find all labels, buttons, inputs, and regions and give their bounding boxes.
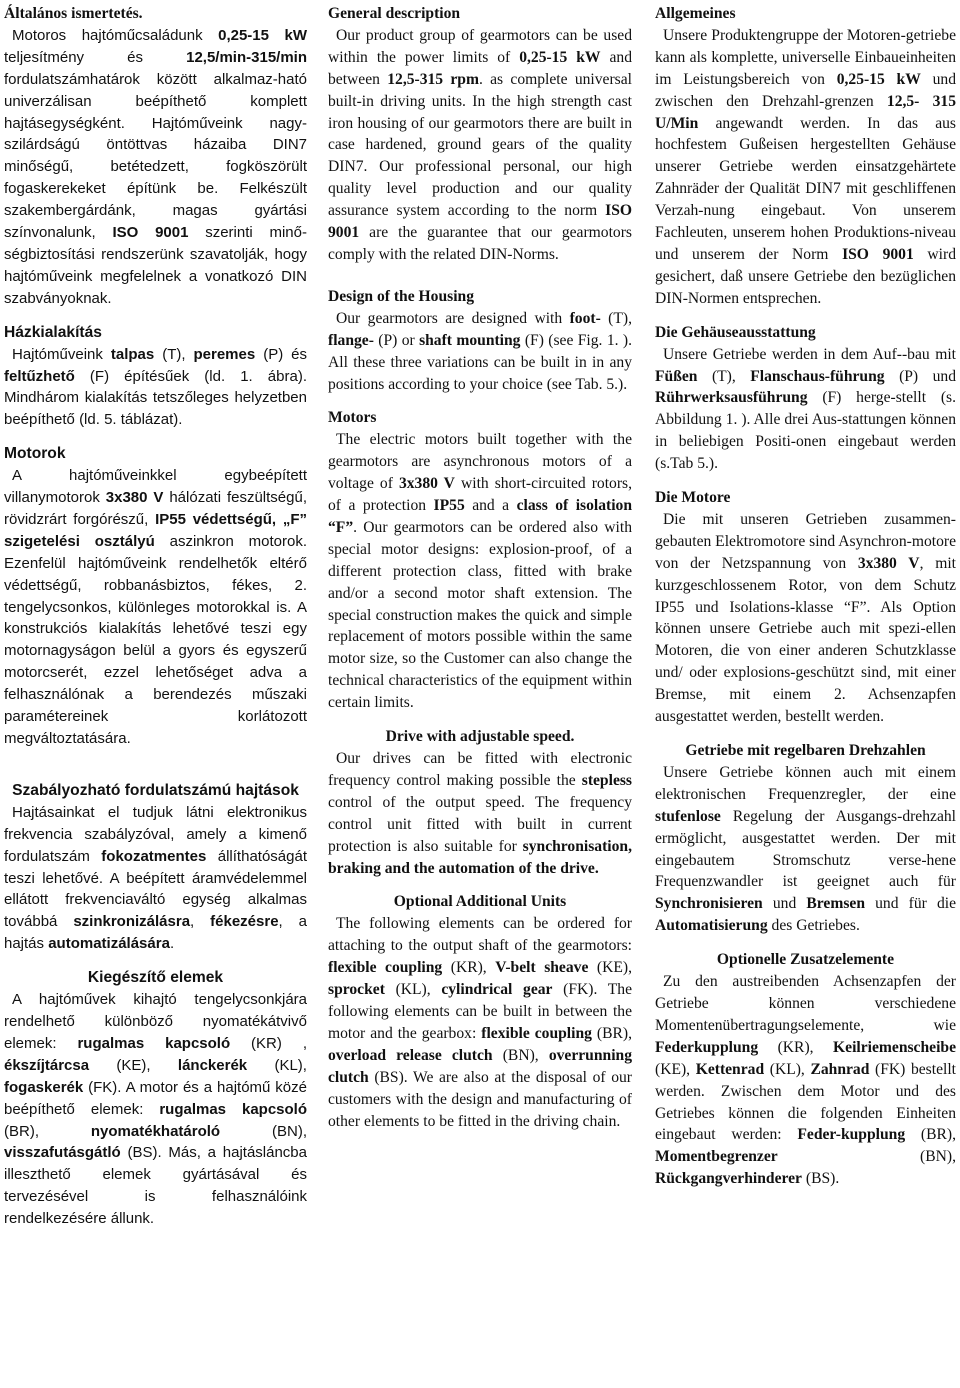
bold-term: Kettenrad (695, 1060, 765, 1078)
text-run: and between (328, 48, 632, 88)
section-housing-hu (4, 322, 307, 432)
bold-term: 3x380 V (857, 554, 920, 572)
bold-term: stepless (581, 771, 632, 789)
text-run: (BS). (801, 1170, 840, 1188)
text-run: fordulatszámhatárok között alkalmaz-ható univerzálisan beépíthető komplett hajtásegységként. Hajtóműveink nagy-szilárdságú öntöttvas házaiba DIN7 minőségű, betétedzett, fogköszörült fogaskerekeket építünk be. Felkészült szakembergárdánk, magas gyártási színvonalunk, (4, 70, 307, 242)
bold-term: Rückgangverhinderer (655, 1170, 802, 1188)
bold-term: Rührwerksausführung (655, 389, 808, 407)
text-run: teljesítmény és (4, 48, 187, 66)
text-run: (T), (697, 367, 751, 385)
bold-term: 3x380 V (105, 489, 164, 507)
text-run: Unsere Getriebe können auch mit einem elektronischen Frequenzregler, der eine (655, 763, 956, 803)
bold-term: shaft mounting (419, 331, 521, 349)
text-run: (FK). The following elements can be built in between the motor and the gearbox: (328, 981, 632, 1042)
text-run: Zu den austreibenden Achsenzapfen der Getriebe können verschiedene Momentenübertragungselemente, wie (655, 973, 956, 1034)
section-title: Optionelle Zusatzelemente (716, 951, 895, 969)
section-title: General description (328, 5, 461, 22)
text-run: (FK). A motor és a hajtómű közé beépíthető elemek: (4, 1078, 307, 1118)
text-run: szerinti minő-ségbiztosítási rendszerünk szavatolják, hogy hajtóműveink megfelelnek a vonatkozó DIN szabványoknak. (4, 224, 307, 307)
section-title: Motorok (4, 445, 66, 463)
text-run: , mit kurzgeschlossenem Rotor, von dem Schutz IP55 und Isolations-klasse “F”. Als Option können unsere Getriebe auch mit spezi-ellen Motoren, die von einer anderen Schutzklasse und/ oder explosions-geschützt sind, mit einer Bremse, mit einem 2. Achsenzapfen ausgestattet werden, bestellt werden. (655, 554, 956, 726)
text-run: Our drives can be fitted with electronic frequency control making possible the (328, 750, 632, 789)
section-general-de (655, 3, 956, 310)
bold-term: visszafutásgátló (4, 1144, 121, 1162)
section-body (328, 429, 632, 714)
bold-term: cylindrical gear (441, 981, 553, 999)
bold-term: fékezésre (210, 913, 279, 931)
bold-term: ISO 9001 (112, 224, 189, 242)
bold-term: 12,5- 315 U/Min (655, 92, 956, 132)
bold-term: stufenlose (655, 807, 721, 825)
bold-term: Automatisierung (655, 917, 768, 935)
text-run: Motoros hajtóműcsaládunk (12, 26, 219, 44)
bold-term: Momentbegrenzer (655, 1148, 778, 1166)
section-body (328, 308, 632, 396)
text-run: angewandt werden. In das aus hochfestem Gußeisen hergestellten Gehäuse unserer Getriebe werden einsatzgehärtete Zahnräder der Qualität DIN7 mit geschliffenen Verzah-nung eingebaut. Von unserem Fachleuten, unserem hohen Produktions-niveau und unserem der Norm (655, 114, 956, 263)
section-body (655, 509, 956, 728)
text-run: (KR), (442, 959, 496, 977)
text-run: The following elements can be ordered for attaching to the output shaft of the gearmotors: (328, 915, 632, 955)
bold-term: flexible coupling (328, 959, 443, 977)
bold-term: IP55 védettségű, „F” szigetelési osztályú (4, 510, 308, 550)
section-motors-de (655, 487, 956, 728)
column-german (655, 3, 956, 1190)
text-run: (BS). Más, a hajtásláncba illeszthető elemek gyártásával és tervezésével is felhasználóink rendelkezésére állunk. (4, 1144, 307, 1228)
bold-term: szinkronizálásra (73, 913, 191, 931)
bold-term: foot- (569, 309, 601, 327)
section-title: Házkialakítás (4, 323, 102, 341)
section-general-hu (4, 3, 307, 310)
bold-term: 12,5-315 rpm (387, 70, 479, 88)
text-run: The electric motors built together with the gearmotors are asynchronous motors of a voltage of (328, 431, 632, 493)
text-run: Die mit unseren Getrieben zusammen-gebauten Elektromotore sind Asynchron-motore von der Netzspannung von (655, 510, 956, 572)
text-run: (P) or (373, 331, 420, 349)
text-run: (BN), (777, 1148, 956, 1166)
section-title: Kiegészítő elemek (87, 969, 224, 987)
text-run: aszinkron motorok. Ezenfelül hajtóműveink rendelhetők eltérő védettségű, robbanásbiztos, fékes, 2. tengelycsonkos, különleges motorokkal is. A konstrukciós kialakítás lehetővé teszi egy motornagyságon belül a gyors és egyszerű motorcserét, ezzel lehetőséget adva a felhasználónak a berendezés műszaki paramétereinek korlátozott megváltoztatására. (4, 532, 307, 747)
section-title: Allgemeines (655, 5, 736, 22)
bold-term: overload release clutch (328, 1046, 493, 1064)
text-run: und zwischen den Drehzahl-grenzen (655, 70, 956, 110)
text-run: Unsere Produktengruppe der Motoren-getriebe kann als komplette, universelle Einbaueinheiten im Leistungsbereich von (655, 26, 956, 88)
bold-term: class of isolation “F” (328, 497, 633, 536)
section-body (4, 344, 307, 432)
bold-term: 0,25-15 kW (836, 70, 921, 88)
bold-term: nyomatékhatároló (90, 1122, 221, 1140)
section-title: Általános ismertetés. (4, 5, 143, 22)
section-title: Drive with adjustable speed. (385, 728, 575, 746)
text-run: Hajtásainkat el tudjuk látni elektronikus frekvencia szabályzóval, amely a kimenő fordulatszám (4, 803, 307, 865)
text-run: (BN), (220, 1122, 307, 1140)
section-title: Szabályozható fordulatszámú hajtások (12, 781, 299, 799)
text-run: with short-circuited rotors, of a protection (328, 475, 632, 515)
text-run: (KE), (655, 1060, 696, 1078)
bold-term: fogaskerék (4, 1078, 84, 1096)
bold-term: Federkupplung (655, 1038, 759, 1056)
text-run: (KL), (764, 1060, 811, 1078)
bold-term: flange- (328, 331, 374, 349)
bold-term: synchronisation, braking and the automation of the drive. (328, 837, 632, 877)
section-additional-de (655, 949, 956, 1190)
text-run: . Our gearmotors can be ordered also with special motor designs: explosion-proof, of a different protection class, fitted with brake and/or a second motor shaft extension. The special construction makes the quick and simple replacement of motors possible within the same motor size, so the Customer can also change the technical characteristics of the equipment within certain limits. (328, 518, 632, 712)
bold-term: 0,25-15 kW (519, 48, 601, 66)
text-run: (KL), (247, 1056, 307, 1074)
section-body (4, 25, 307, 310)
section-additional-hu (4, 967, 307, 1230)
text-run: (P) és (255, 345, 308, 363)
text-run: (KR) , (230, 1034, 307, 1052)
text-run: A hajtóműveinkkel egybeépített villanymotorok (4, 467, 307, 507)
bold-term: lánckerék (177, 1056, 248, 1074)
text-run: Unsere Getriebe werden in dem Auf--bau mit (663, 345, 956, 363)
text-run: (BS). We are also at the disposal of our customers with the design and manufacturing of other elements to be fitted in the driving chain. (328, 1068, 632, 1130)
text-run: are the guarantee that our gearmotors comply with the related DIN-Norms. (328, 224, 632, 263)
bold-term: Feder-kupplung (797, 1126, 906, 1144)
text-run: (KL), (384, 981, 442, 999)
bold-term: flexible coupling (481, 1024, 592, 1042)
section-body (4, 989, 307, 1230)
text-run: (F) herge-stellt (s. Abbildung 1. ). Alle drei Aus-stattungen können in beliebigen Positi-onen eingebaut werden (s.Tab 5.). (655, 389, 956, 473)
bold-term: ISO 9001 (328, 202, 632, 242)
section-adjustable-de (655, 740, 956, 937)
text-run: hálózati feszültségű, rövidzrárt forgórészű, (4, 489, 307, 528)
text-run: Regelung der Ausgangs-drehzahl ermöglicht, ausgestattet werden. Der mit eingebautem Stromschutz verse-hene Frequenzwandler ist geeignet auch für (655, 807, 956, 891)
text-run: . (169, 935, 175, 953)
bold-term: 3x380 V (398, 475, 455, 493)
bold-term: Flanschaus-führung (750, 367, 885, 385)
column-english (328, 3, 632, 1132)
section-title: Getriebe mit regelbaren Drehzahlen (685, 742, 926, 759)
bold-term: fokozatmentes (101, 847, 207, 865)
text-run: (BN), (492, 1046, 549, 1064)
section-adjustable-hu (4, 780, 307, 955)
bold-term: IP55 (433, 497, 465, 515)
bold-term: automatizálására (48, 935, 170, 953)
section-housing-de (655, 322, 956, 475)
column-hungarian (4, 3, 307, 1230)
bold-term: peremes (193, 345, 256, 363)
text-run: , a hajtás (4, 913, 307, 953)
section-general-en (328, 3, 632, 266)
section-body (4, 465, 307, 750)
section-motors-hu (4, 443, 307, 750)
bold-term: Bremsen (806, 895, 865, 913)
text-run: des Getriebes. (767, 917, 860, 935)
section-body (655, 344, 956, 475)
text-run: (BR), (591, 1024, 632, 1042)
text-run: A hajtóművek kihajtó tengelycsonkjára rendelhető különböző nyomatékátvivő elemek: (4, 991, 307, 1052)
section-title: Die Gehäuseausstattung (655, 323, 816, 341)
section-body (4, 802, 307, 955)
section-body (655, 762, 956, 937)
text-run: Our gearmotors are designed with (336, 309, 570, 327)
bold-term: Zahnrad (810, 1060, 870, 1078)
bold-term: Füßen (655, 367, 698, 385)
text-run: (KE), (89, 1056, 178, 1074)
bold-term: ISO 9001 (842, 245, 914, 263)
text-run: (KE), (588, 959, 632, 977)
bold-term: 12,5/min-315/min (186, 48, 307, 66)
text-run: und für die (865, 895, 956, 913)
text-run: (T), (154, 345, 194, 363)
section-motors-en (328, 407, 632, 714)
text-run: (F) (see Fig. 1. ). All these three variations can be built in in any positions according to your choice (see Tab. 5.). (328, 331, 632, 393)
text-run: control of the output speed. The frequency control unit fitted with built in current protection is also suitable for (328, 793, 632, 855)
section-title: Die Motore (655, 489, 731, 507)
bold-term: rugalmas kapcsoló (77, 1034, 231, 1052)
text-run: állíthatóságát teszi lehetővé. A beépített áramvédelemmel ellátott frekvenciaváltó egység alkalmas továbbá (4, 847, 307, 931)
section-adjustable-en (328, 726, 632, 879)
text-run: wird gesichert, daß unsere Getriebe den bezüglichen DIN-Normen entsprechen. (655, 245, 956, 307)
text-run: Hajtóműveink (12, 345, 111, 363)
text-run: (P) und (884, 367, 956, 385)
text-run: , (190, 913, 211, 931)
bold-term: ékszíjtárcsa (4, 1056, 90, 1074)
bold-term: V-belt sheave (495, 959, 589, 977)
section-body (655, 971, 956, 1190)
bold-term: Keilriemenscheibe (833, 1038, 956, 1056)
section-title: Motors (328, 409, 377, 427)
bold-term: feltűzhető (4, 367, 75, 385)
text-run: (FK) bestellt werden. Zwischen dem Motor und des Getriebes können die folgenden Einheiten eingebaut werden: (655, 1060, 956, 1144)
text-run: (F) építésűek (ld. 1. ábra). Mindhárom kialakítás tetszőleges helyzetben beépíthető (ld. 5. táblázat). (4, 367, 307, 429)
section-body (328, 25, 632, 266)
text-run: . as complete universal built-in driving units. In the high strength cast iron housing of our gearmotors there are built in case hardened, ground gears of the quality DIN7. Our professional personal, our high quality level production and our quality assurance system according to the norm (328, 70, 632, 220)
section-additional-en (328, 891, 632, 1132)
bold-term: 0,25-15 kW (218, 26, 307, 44)
text-run: (T), (600, 309, 632, 327)
text-run: (KR), (758, 1038, 834, 1056)
text-run: (BR), (905, 1126, 956, 1144)
text-run: und (762, 895, 807, 913)
section-title: Optional Additional Units (393, 893, 567, 911)
bold-term: talpas (110, 345, 155, 363)
text-run: and a (464, 497, 517, 515)
bold-term: overrunning clutch (328, 1046, 632, 1086)
section-body (655, 25, 956, 310)
section-title: Design of the Housing (328, 287, 474, 305)
bold-term: Synchronisieren (655, 895, 763, 913)
section-housing-en (328, 286, 632, 396)
text-run: (BR), (4, 1122, 91, 1140)
bold-term: sprocket (328, 981, 385, 999)
section-body (328, 748, 632, 879)
section-body (328, 913, 632, 1132)
text-run: Our product group of gearmotors can be used within the power limits of (328, 26, 632, 66)
bold-term: rugalmas kapcsoló (159, 1100, 307, 1118)
